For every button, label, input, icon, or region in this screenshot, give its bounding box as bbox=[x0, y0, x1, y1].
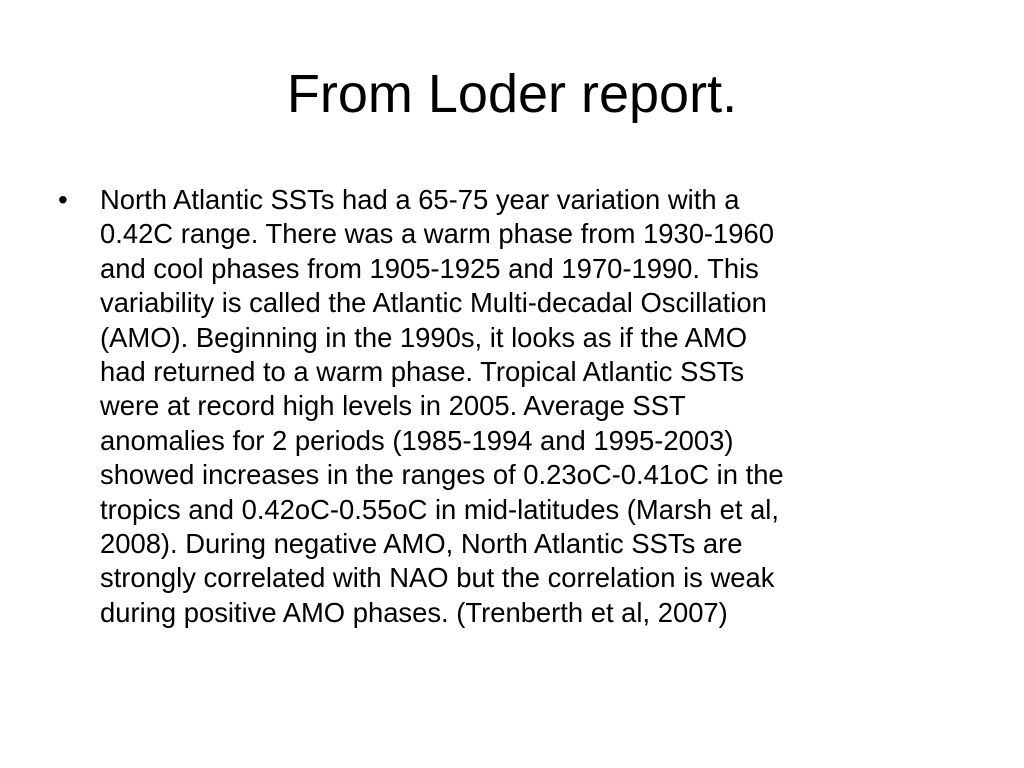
slide-title: From Loder report. bbox=[286, 64, 738, 124]
bullet-line: strongly correlated with NAO but the correlation is weak bbox=[100, 562, 775, 594]
bullet-line: had returned to a warm phase. Tropical Atlantic SSTs bbox=[100, 356, 745, 388]
bullet-line: North Atlantic SSTs had a 65-75 year variation with a bbox=[100, 184, 740, 215]
bullet-line: showed increases in the ranges of 0.23oC-0.41oC in the bbox=[100, 459, 784, 491]
bullet-line: 0.42C range. There was a warm phase from 1930-1960 bbox=[100, 218, 774, 250]
bullet-line: anomalies for 2 periods (1985-1994 and 1995-2003) bbox=[100, 424, 734, 456]
bullet-line: were at record high levels in 2005. Average SST bbox=[100, 390, 686, 422]
bullet-list bbox=[58, 183, 968, 630]
bullet-line: variability is called the Atlantic Multi-decadal Oscillation bbox=[100, 287, 767, 319]
bullet-item bbox=[58, 183, 968, 630]
bullet-text bbox=[100, 183, 968, 630]
bullet-marker: • bbox=[58, 184, 68, 215]
bullet-line: during positive AMO phases. (Trenberth et al, 2007) bbox=[100, 596, 728, 628]
bullet-line: 2008). During negative AMO, North Atlantic SSTs are bbox=[100, 528, 743, 560]
bullet-line: (AMO). Beginning in the 1990s, it looks as if the AMO bbox=[100, 321, 748, 353]
bullet-line: tropics and 0.42oC-0.55oC in mid-latitudes (Marsh et al, bbox=[100, 493, 780, 525]
bullet-line: and cool phases from 1905-1925 and 1970-1990. This bbox=[100, 252, 759, 284]
